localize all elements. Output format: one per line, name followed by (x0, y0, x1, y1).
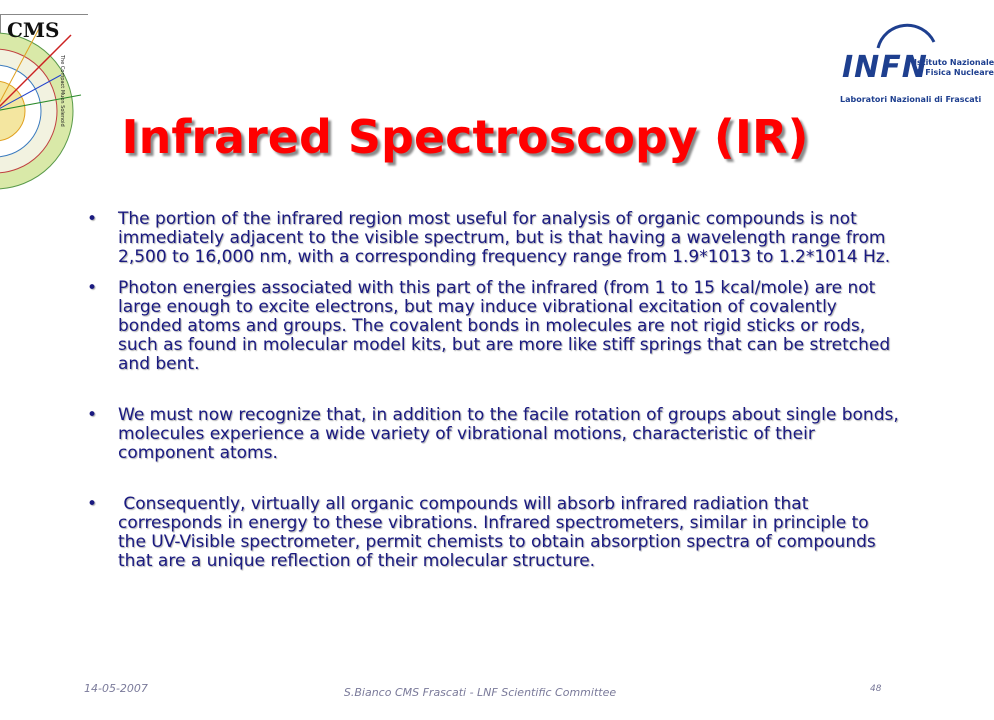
bullet-list (80, 210, 900, 571)
bullet-item (80, 406, 900, 463)
cms-logo (0, 14, 88, 127)
infn-institute-line2: di Fisica Nucleare (914, 68, 994, 77)
bullet-text: Photon energies associated with this part of the infrared (from 1 to 15 kcal/mole) are not large enough to excite electrons, but may induce vibrational excitation of covalently bonded atoms and groups. The covalent bonds in molecules are not rigid sticks or rods, such as found in molecular model kits, but are more like stiff springs that can be stretched and bent. (118, 278, 891, 374)
bullet-item (80, 210, 900, 267)
footer-page-number: 48 (870, 684, 882, 694)
bullet-item (80, 279, 900, 374)
bullet-icon: • (87, 494, 98, 514)
bullet-text: Consequently, virtually all organic compounds will absorb infrared radiation that corresponds in energy to these vibrations. Infrared spectrometers, similar in principle to the UV-Visible spectrometer, permit chemists to obtain absorption spectra of compounds that are a unique reflection of their molecular structure. (118, 494, 882, 571)
bullet-icon: • (87, 405, 98, 425)
bullet-icon: • (87, 209, 98, 229)
bullet-text: The portion of the infrared region most useful for analysis of organic compounds is not immediately adjacent to the visible spectrum, but is that having a wavelength range from 2,500 to 16,000 nm, with a corresponding frequency range from 1.9*1013 to 1.2*1014 Hz. (118, 209, 891, 267)
bullet-text: We must now recognize that, in addition to the facile rotation of groups about single bonds, molecules experience a wide variety of vibrational motions, characteristic of their component atoms. (118, 405, 899, 463)
infn-logo-text: INFN (842, 50, 928, 85)
footer-presenter: S.Bianco CMS Frascati - LNF Scientific Committee (343, 686, 617, 699)
infn-institute-line1: Istituto Nazionale (914, 58, 994, 67)
infn-logo (838, 20, 994, 110)
footer-date: 14-05-2007 (84, 682, 148, 695)
infn-institute-name (914, 58, 994, 78)
cms-logo-subtext: The Compact Muon Solenoid (59, 55, 65, 127)
bullet-icon: • (87, 278, 98, 298)
infn-laboratory-name: Laboratori Nazionali di Frascati (840, 95, 982, 104)
bullet-item (80, 495, 900, 571)
slide-title: Infrared Spectroscopy (IR) (121, 110, 809, 164)
cms-logo-text: CMS (7, 18, 60, 42)
